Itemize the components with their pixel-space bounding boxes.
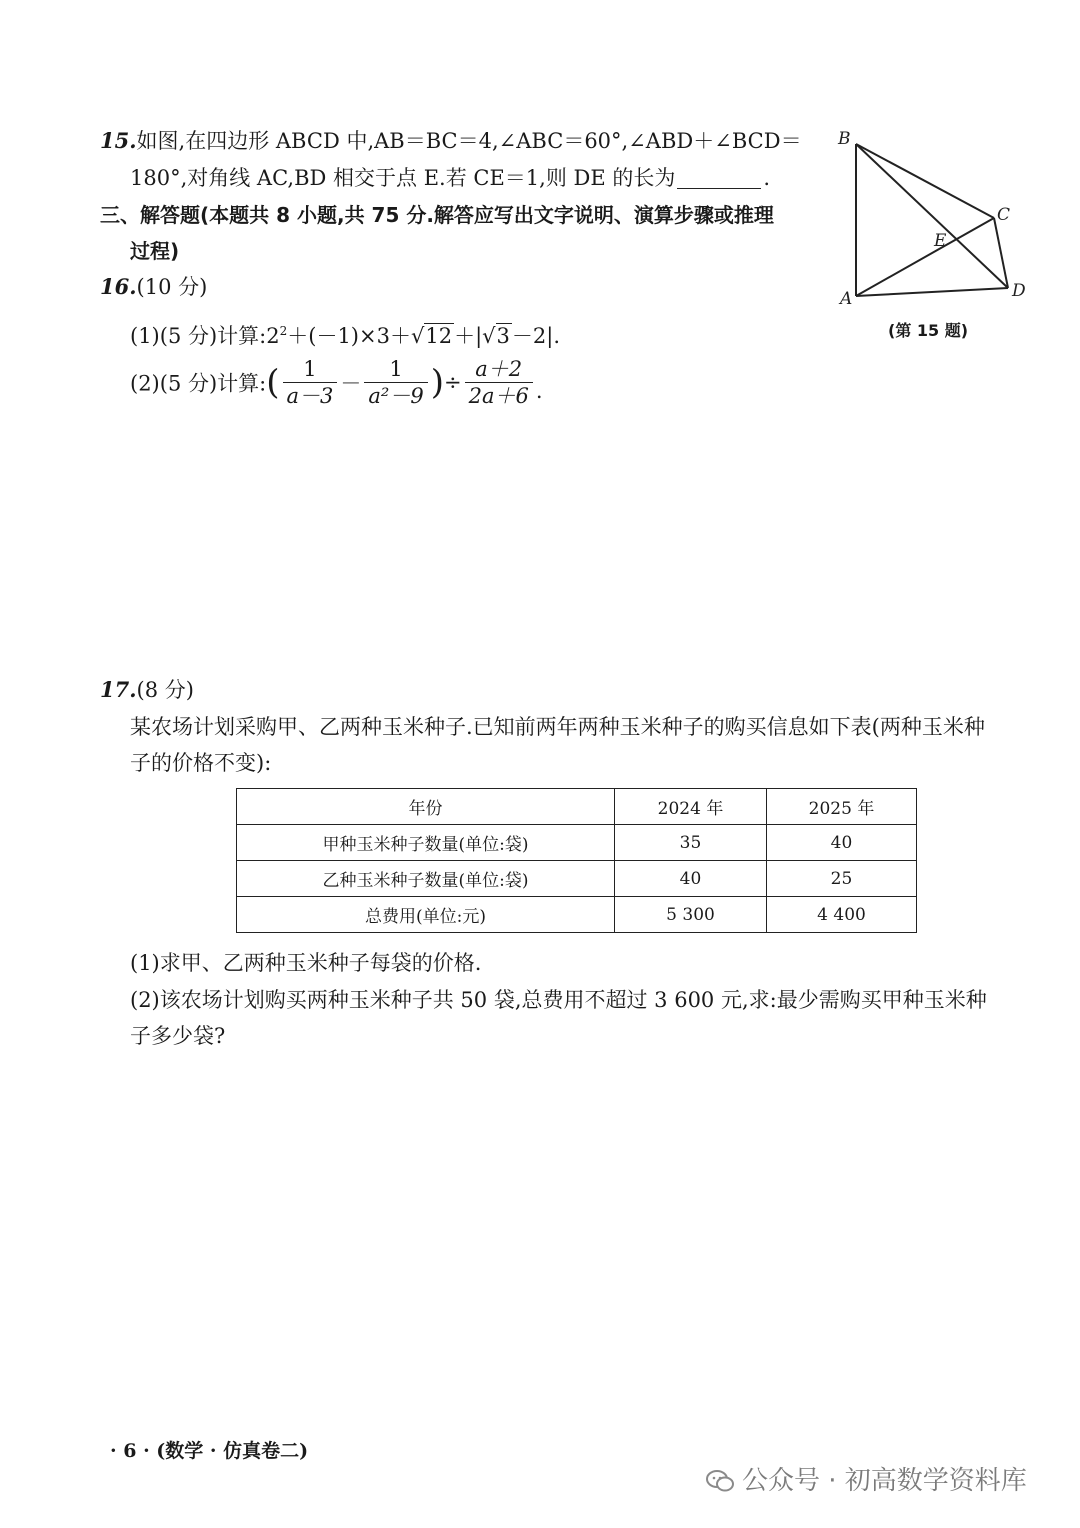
- q17-intro-line2: 子的价格不变):: [130, 751, 272, 775]
- table-row: [237, 825, 917, 861]
- table-cell: 总费用(单位:元): [237, 897, 615, 933]
- q16-minus: －: [340, 371, 362, 396]
- q16-f1-numerator: 1: [283, 356, 338, 383]
- table-header-row: [237, 789, 917, 825]
- table-cell: 5 300: [615, 897, 767, 933]
- q15-figure: [830, 120, 1050, 320]
- q17-part2-line1: (2)该农场计划购买两种玉米种子共 50 袋,总费用不超过 3 600 元,求:最少需购买甲种玉米种: [130, 988, 987, 1012]
- q15-number: 15.: [100, 128, 137, 153]
- q16-fraction-3: [465, 356, 533, 409]
- q16-p1-sqrt12: 12: [425, 324, 453, 348]
- q15-answer-blank[interactable]: [677, 168, 761, 189]
- q15-line2: [130, 163, 770, 193]
- q16-p1-sqrt3: 3: [496, 324, 510, 348]
- q16-p1-exponent: 2: [279, 324, 288, 338]
- q17-intro-line1: 某农场计划采购甲、乙两种玉米种子.已知前两年两种玉米种子的购买信息如下表(两种玉米种: [130, 715, 985, 739]
- label-d: D: [1012, 281, 1026, 301]
- label-a: A: [840, 289, 853, 309]
- table-header-cell: 2024 年: [615, 789, 767, 825]
- wechat-icon: [706, 1470, 734, 1492]
- q16-divide: ÷: [443, 370, 462, 395]
- q16-p2-prefix: (2)(5 分)计算:: [130, 371, 267, 396]
- q16-p1-prefix: (1)(5 分)计算:2: [130, 324, 280, 348]
- q17-part1: (1)求甲、乙两种玉米种子每袋的价格.: [130, 951, 482, 975]
- q15-period: .: [763, 166, 771, 190]
- q16-p1-mid: ＋(－1)×3＋: [287, 324, 411, 348]
- q16-right-paren: ): [430, 362, 444, 403]
- table-row: [237, 897, 917, 933]
- q16-p1-end: －2|.: [511, 324, 561, 348]
- q16-fraction-2: [364, 356, 427, 409]
- section3-title-cont: [130, 236, 179, 266]
- watermark: [706, 1460, 1027, 1497]
- table-cell: 25: [767, 861, 917, 897]
- section3-title: [100, 200, 774, 230]
- q16-f2-numerator: 1: [364, 356, 427, 383]
- q15-text-line1: 如图,在四边形 ABCD 中,AB＝BC＝4,∠ABC＝60°,∠ABD＋∠BCD＝: [136, 129, 802, 153]
- table-cell: 4 400: [767, 897, 917, 933]
- table-cell: 40: [767, 825, 917, 861]
- q16-p1-mid2: ＋|: [454, 324, 483, 348]
- q16-f3-denominator: 2a＋6: [468, 384, 529, 408]
- q17-number: 17.: [100, 677, 137, 702]
- table-header-cell: 2025 年: [767, 789, 917, 825]
- q16-left-paren: (: [266, 362, 280, 403]
- table-row: [237, 861, 917, 897]
- table-cell: 40: [615, 861, 767, 897]
- q17-score: (8 分): [136, 678, 194, 702]
- q16-f2-denominator: a²－9: [368, 384, 424, 408]
- segment-da: [856, 288, 1008, 296]
- q17-table: [236, 788, 917, 933]
- q16-header: [100, 272, 207, 302]
- q16-number: 16.: [100, 274, 137, 299]
- q16-part1: (1)(5 分)计算$:2^2+(-1)\times 3+√12+|√3-2|$.: [130, 324, 561, 348]
- page-footer: · 6 · (数学 · 仿真卷二): [110, 1440, 309, 1462]
- q15-line1: [100, 126, 802, 156]
- q15-figure-caption: (第 15 题): [888, 321, 969, 340]
- diagonal-bd: [856, 144, 1011, 288]
- table-header-cell: 年份: [237, 789, 615, 825]
- table-cell: 甲种玉米种子数量(单位:袋): [237, 825, 615, 861]
- q16-f3-numerator: a＋2: [465, 356, 533, 383]
- q17-header: [100, 675, 194, 705]
- q16-part2: [130, 356, 543, 409]
- diagonal-ac: [856, 218, 994, 296]
- table-cell: 35: [615, 825, 767, 861]
- q16-end: .: [535, 379, 543, 403]
- watermark-text: 公众号 · 初高数学资料库: [742, 1466, 1027, 1496]
- q16-score: (10 分): [136, 275, 208, 299]
- segment-bc: [856, 144, 994, 218]
- table-cell: 乙种玉米种子数量(单位:袋): [237, 861, 615, 897]
- q15-text-line2: 180°,对角线 AC,BD 相交于点 E.若 CE＝1,则 DE 的长为: [130, 166, 676, 190]
- label-b: B: [838, 129, 851, 149]
- q16-fraction-1: [283, 356, 338, 409]
- q17-part2-line2: 子多少袋?: [130, 1024, 226, 1048]
- label-e: E: [934, 231, 947, 251]
- q16-f1-denominator: a－3: [286, 384, 334, 408]
- section3-title-line1: 三、解答题(本题共 8 小题,共 75 分.解答应写出文字说明、演算步骤或推理: [100, 203, 774, 227]
- label-c: C: [997, 205, 1011, 225]
- section3-title-line2: 过程): [130, 239, 180, 263]
